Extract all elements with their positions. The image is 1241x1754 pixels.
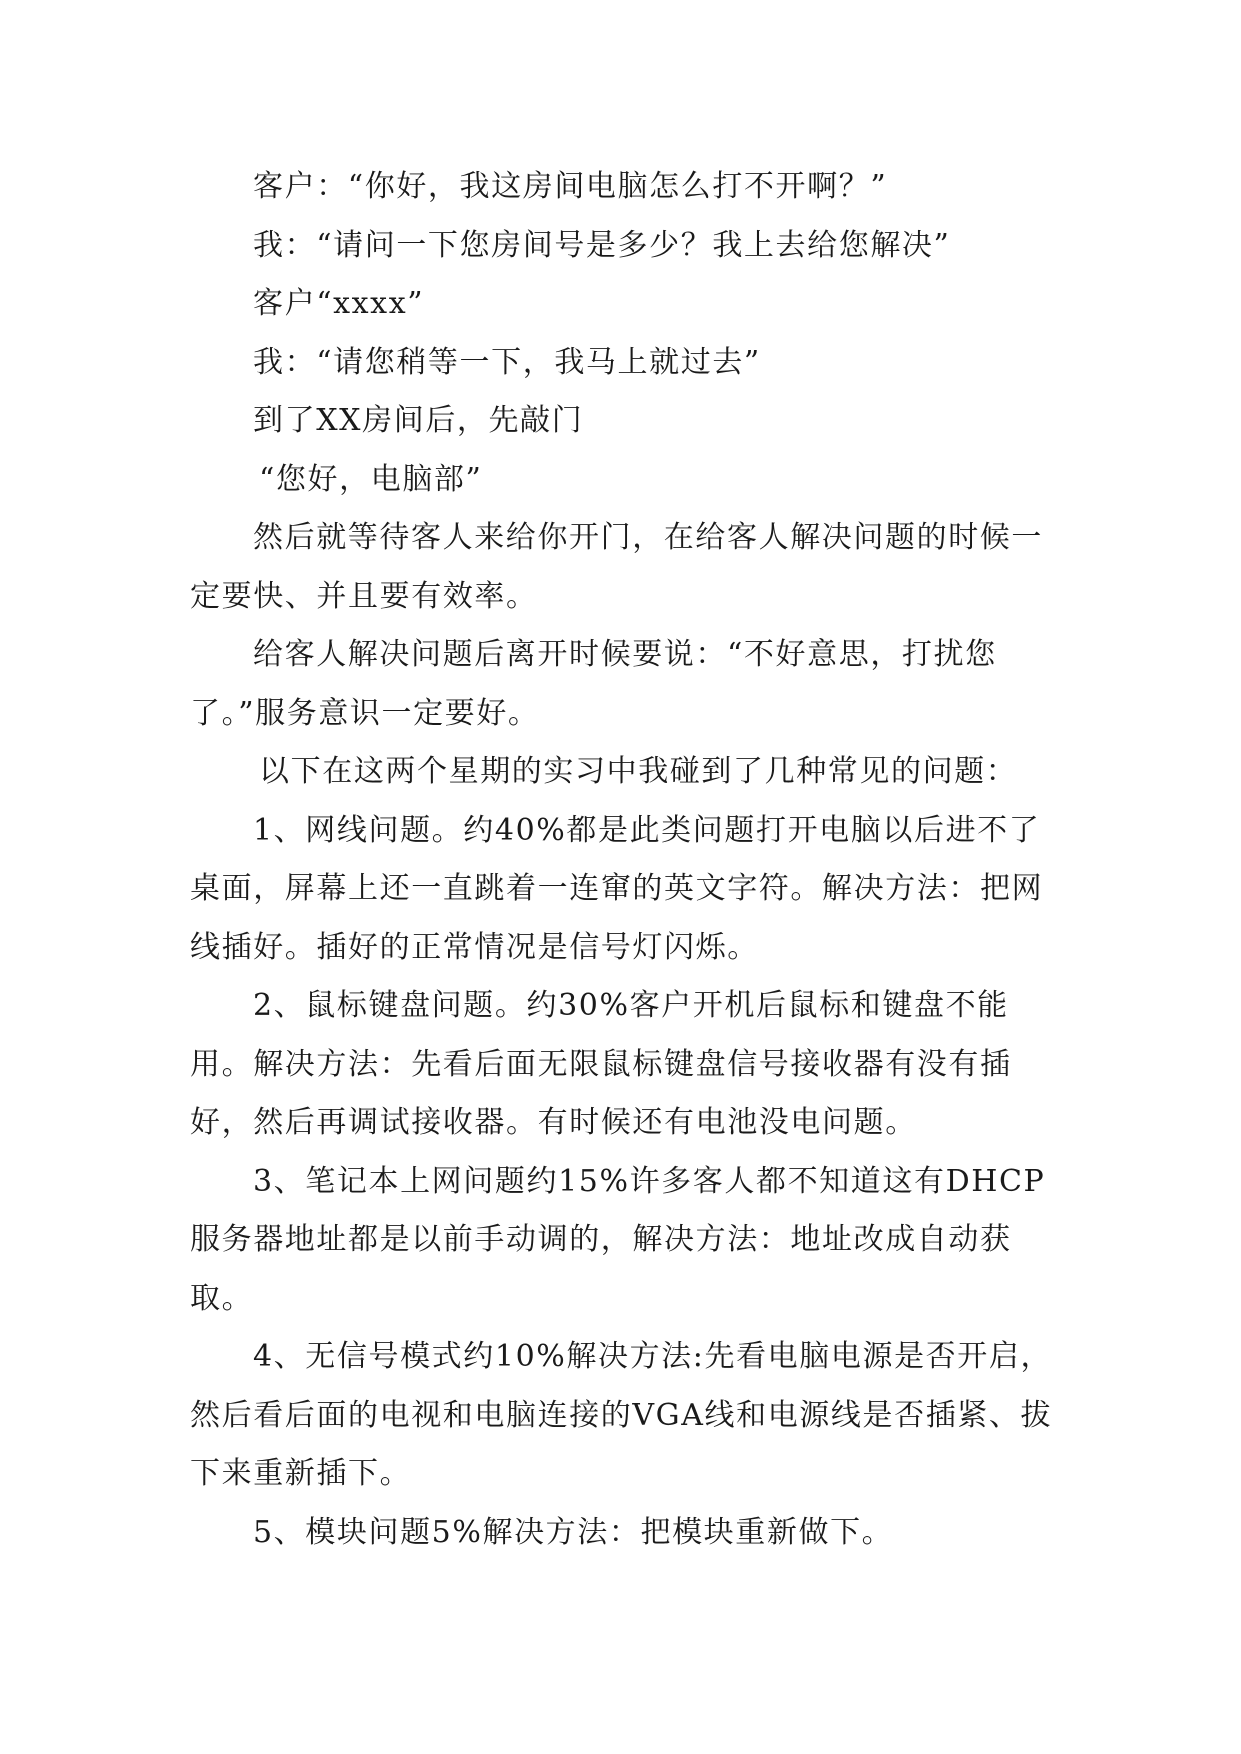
- paragraph-problem-laptop-network: 3、笔记本上网问题约15%许多客人都不知道这有DHCP服务器地址都是以前手动调的，解决方法：地址改成自动获取。: [190, 1163, 1046, 1316]
- paragraph-problem-mouse-keyboard: 2、鼠标键盘问题。约30%客户开机后鼠标和键盘不能用。解决方法：先看后面无限鼠标键盘信号接收器有没有插好，然后再调试接收器。有时候还有电池没电问题。: [190, 988, 1012, 1140]
- paragraph-please-wait: 我：“请您稍等一下，我马上就过去”: [253, 344, 761, 380]
- paragraph-ask-room-number: 我：“请问一下您房间号是多少？我上去给您解决”: [253, 227, 951, 263]
- paragraph-hello-it-dept: “您好，电脑部”: [259, 461, 483, 497]
- paragraph-wait-for-guest: 然后就等待客人来给你开门，在给客人解决问题的时候一定要快、并且要有效率。: [190, 520, 1043, 614]
- paragraph-knock-door: 到了XX房间后，先敲门: [253, 403, 584, 438]
- paragraph-customer-greeting: 客户：“你好，我这房间电脑怎么打不开啊？”: [253, 169, 888, 204]
- paragraph-problem-module: 5、模块问题5%解决方法：把模块重新做下。: [253, 1514, 894, 1550]
- paragraph-problem-network-cable: 1、网线问题。约40%都是此类问题打开电脑以后进不了桌面，屏幕上还一直跳着一连窜的英文字符。解决方法：把网线插好。插好的正常情况是信号灯闪烁。: [190, 812, 1044, 965]
- paragraph-customer-room: 客户“xxxx”: [253, 286, 425, 321]
- document-body: [190, 158, 1060, 1562]
- paragraph-problem-no-signal: 4、无信号模式约10%解决方法:先看电脑电源是否开启，然后看后面的电视和电脑连接的VGA线和电源线是否插紧、拔下来重新插下。: [190, 1339, 1053, 1491]
- paragraph-leaving-remark: 给客人解决问题后离开时候要说：“不好意思，打扰您了。”服务意识一定要好。: [190, 637, 997, 731]
- paragraph-common-problems-intro: 以下在这两个星期的实习中我碰到了几种常见的问题：: [259, 754, 1018, 789]
